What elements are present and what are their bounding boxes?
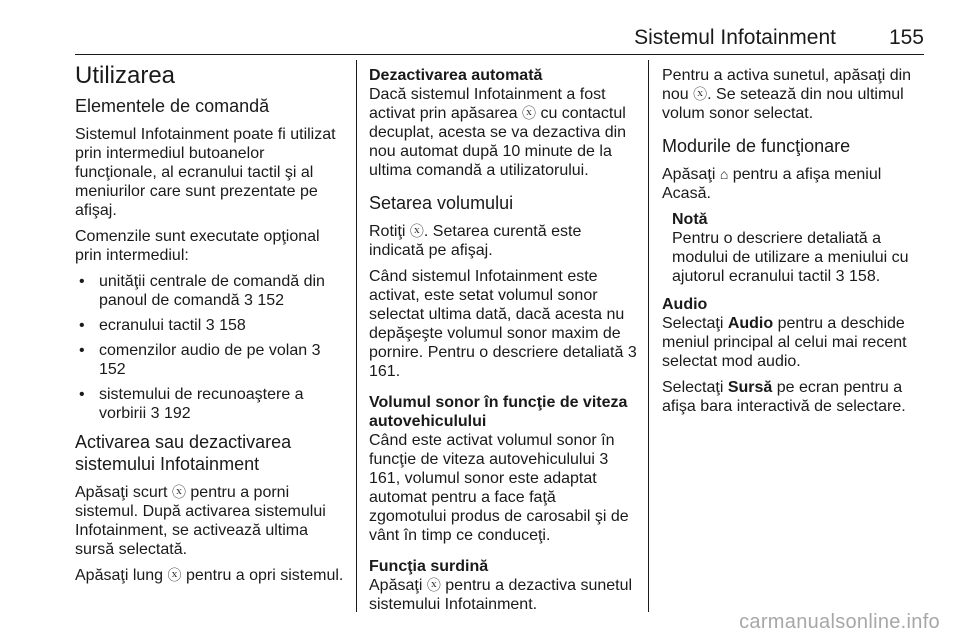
paragraph: Apăsaţi ⌂ pentru a afişa meniul Acasă. — [662, 166, 882, 202]
page-header — [75, 24, 924, 55]
power-icon: ⓧ — [171, 484, 186, 500]
note-text: Pentru o descriere detaliată a modului de utilizare a meniului cu ajutorul ecranului tactil 3 158. — [672, 230, 909, 285]
paragraph: Când este activat volumul sonor în funcţie de viteza autovehiculului 3 161, volumul sonor este adaptat automat pentru a face faţă zgomotului produs de carosabil şi de vânt în timp ce conduceţi. — [369, 432, 629, 544]
arrow-icon: 3 — [627, 344, 637, 361]
arrow-icon: 3 — [244, 292, 253, 309]
paragraph-heading: Funcţia surdină — [369, 558, 489, 575]
paragraph: Apăsaţi lung ⓧ pentru a opri sistemul. — [75, 567, 344, 584]
power-icon: ⓧ — [521, 105, 536, 121]
page-ref-link[interactable]: 158. — [849, 268, 881, 285]
arrow-icon: 3 — [311, 342, 321, 359]
paragraph-heading: Dezactivarea automată — [369, 67, 543, 84]
paragraph: Dacă sistemul Infotainment a fost activat prin apăsarea ⓧ cu contactul decuplat, acesta se va dezactiva din nou automat după 10 minute de la ultima comandă a utilizatorului. — [369, 86, 627, 179]
column-divider — [648, 60, 649, 612]
power-icon: ⓧ — [426, 577, 441, 593]
paragraph: Comenzile sunt executate opţional prin intermediul: — [75, 228, 320, 264]
page-ref-link[interactable]: 152 — [257, 292, 285, 309]
page-ref-link[interactable]: 161. — [369, 363, 401, 380]
paragraph-heading: Audio — [662, 296, 708, 313]
list-item: • ecranului tactil 3 158 — [75, 316, 345, 335]
column-1 — [75, 56, 345, 592]
page-ref-link[interactable]: 152 — [99, 361, 126, 378]
arrow-icon: 3 — [599, 451, 609, 468]
header-title: Sistemul Infotainment — [634, 26, 836, 49]
paragraph: Sistemul Infotainment poate fi utilizat prin intermediul butoanelor funcţionale, al ecranului tactil şi al meniurilor care sunt prezentate pe afişaj. — [75, 126, 336, 219]
paragraph: Apăsaţi ⓧ pentru a dezactiva sunetul sistemului Infotainment. — [369, 577, 633, 613]
subsection-title: Modurile de funcţionare — [662, 136, 851, 156]
arrow-icon: 3 — [205, 317, 215, 334]
list-item: • comenzilor audio de pe volan 3 152 — [75, 341, 345, 379]
power-icon: ⓧ — [693, 86, 708, 102]
subsection-title: Activarea sau dezactivarea sistemului Infotainment — [75, 432, 292, 474]
arrow-icon: 3 — [835, 268, 845, 285]
paragraph: Selectaţi Audio pentru a deschide meniul principal al celui mai recent selectat mod audio. — [662, 315, 907, 370]
page-ref-link[interactable]: 192 — [163, 405, 191, 422]
list-item: • unităţii centrale de comandă din panoul de comandă 3 152 — [75, 272, 345, 310]
note-box — [672, 210, 924, 286]
note-title: Notă — [672, 211, 708, 228]
subsection-title: Setarea volumului — [369, 193, 514, 213]
paragraph: Rotiţi ⓧ. Setarea curentă este indicată pe afişaj. — [369, 223, 582, 259]
paragraph: Când sistemul Infotainment este activat, este setat volumul sonor selectat ultima dată, dacă acesta nu depăşeşte volumul sonor maxim de pornire. Pentru o descriere detaliată 3 161. — [369, 268, 637, 380]
page-number: 155 — [888, 26, 924, 49]
paragraph: Apăsaţi scurt ⓧ pentru a porni sistemul. După activarea sistemului Infotainment, se activează ultima sursă selectată. — [75, 484, 326, 558]
subsection-title: Elementele de comandă — [75, 96, 270, 116]
arrow-icon: 3 — [150, 405, 160, 422]
home-icon: ⌂ — [719, 166, 729, 182]
paragraph: Pentru a activa sunetul, apăsaţi din nou ⓧ. Se setează din nou ultimul volum sonor selectat. — [662, 67, 912, 122]
control-list — [75, 272, 345, 423]
power-icon: ⓧ — [167, 567, 182, 583]
page-ref-link[interactable]: 158 — [219, 317, 246, 334]
column-2 — [369, 56, 637, 621]
paragraph: Selectaţi Sursă pe ecran pentru a afişa bara interactivă de selectare. — [662, 379, 906, 415]
section-title: Utilizarea — [75, 62, 176, 89]
watermark: carmanualsonline.info — [739, 611, 940, 633]
list-item: • sistemului de recunoaştere a vorbirii 3 192 — [75, 385, 345, 423]
column-divider — [356, 60, 357, 612]
paragraph-heading: Volumul sonor în funcţie de viteza autovehiculului — [369, 394, 628, 430]
column-3 — [662, 56, 924, 423]
power-icon: ⓧ — [409, 223, 424, 239]
